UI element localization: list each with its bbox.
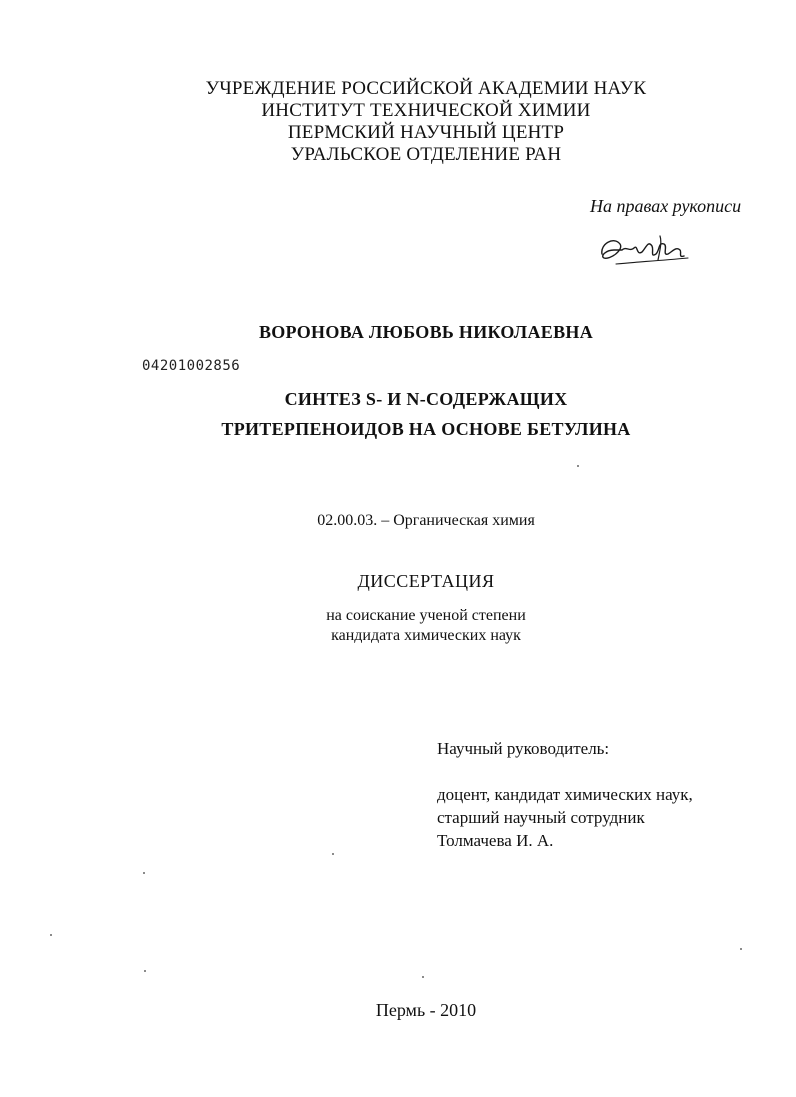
city-year: Пермь - 2010: [375, 1000, 477, 1020]
header-line: ИНСТИТУТ ТЕХНИЧЕСКОЙ ХИМИИ: [261, 100, 591, 121]
degree-line: кандидата химических наук: [331, 627, 521, 644]
institution-header: [0, 78, 796, 166]
author-name: ВОРОНОВА ЛЮБОВЬ НИКОЛАЕВНА: [258, 322, 594, 342]
specialty-code: 02.00.03. – Органическая химия: [317, 512, 535, 529]
supervisor-line: Толмачева И. А.: [437, 831, 554, 850]
document-type: ДИССЕРТАЦИЯ: [357, 571, 495, 591]
catalog-number: 04201002856: [142, 358, 241, 374]
degree-line: на соискание ученой степени: [326, 607, 526, 624]
scan-speck: [143, 872, 145, 874]
title-line: ТРИТЕРПЕНОИДОВ НА ОСНОВЕ БЕТУЛИНА: [221, 419, 631, 439]
scan-speck: [422, 976, 424, 978]
degree-description: [0, 606, 796, 646]
supervisor-line: старший научный сотрудник: [437, 808, 645, 827]
supervisor-line: доцент, кандидат химических наук,: [437, 785, 693, 804]
scan-speck: [50, 934, 52, 936]
dissertation-title: [0, 384, 796, 444]
handwritten-signature: [596, 230, 696, 270]
title-line: СИНТЕЗ S- И N-СОДЕРЖАЩИХ: [284, 389, 568, 409]
scan-speck: [740, 948, 742, 950]
supervisor-label: Научный руководитель:: [437, 739, 610, 758]
header-line: УРАЛЬСКОЕ ОТДЕЛЕНИЕ РАН: [290, 144, 562, 165]
scan-speck: [144, 970, 146, 972]
scan-speck: [577, 465, 579, 467]
header-line: УЧРЕЖДЕНИЕ РОССИЙСКОЙ АКАДЕМИИ НАУК: [205, 78, 647, 99]
manuscript-rights-note: На правах рукописи: [590, 196, 742, 216]
header-line: ПЕРМСКИЙ НАУЧНЫЙ ЦЕНТР: [287, 122, 565, 143]
scan-speck: [332, 853, 334, 855]
supervisor-details: [437, 783, 693, 852]
